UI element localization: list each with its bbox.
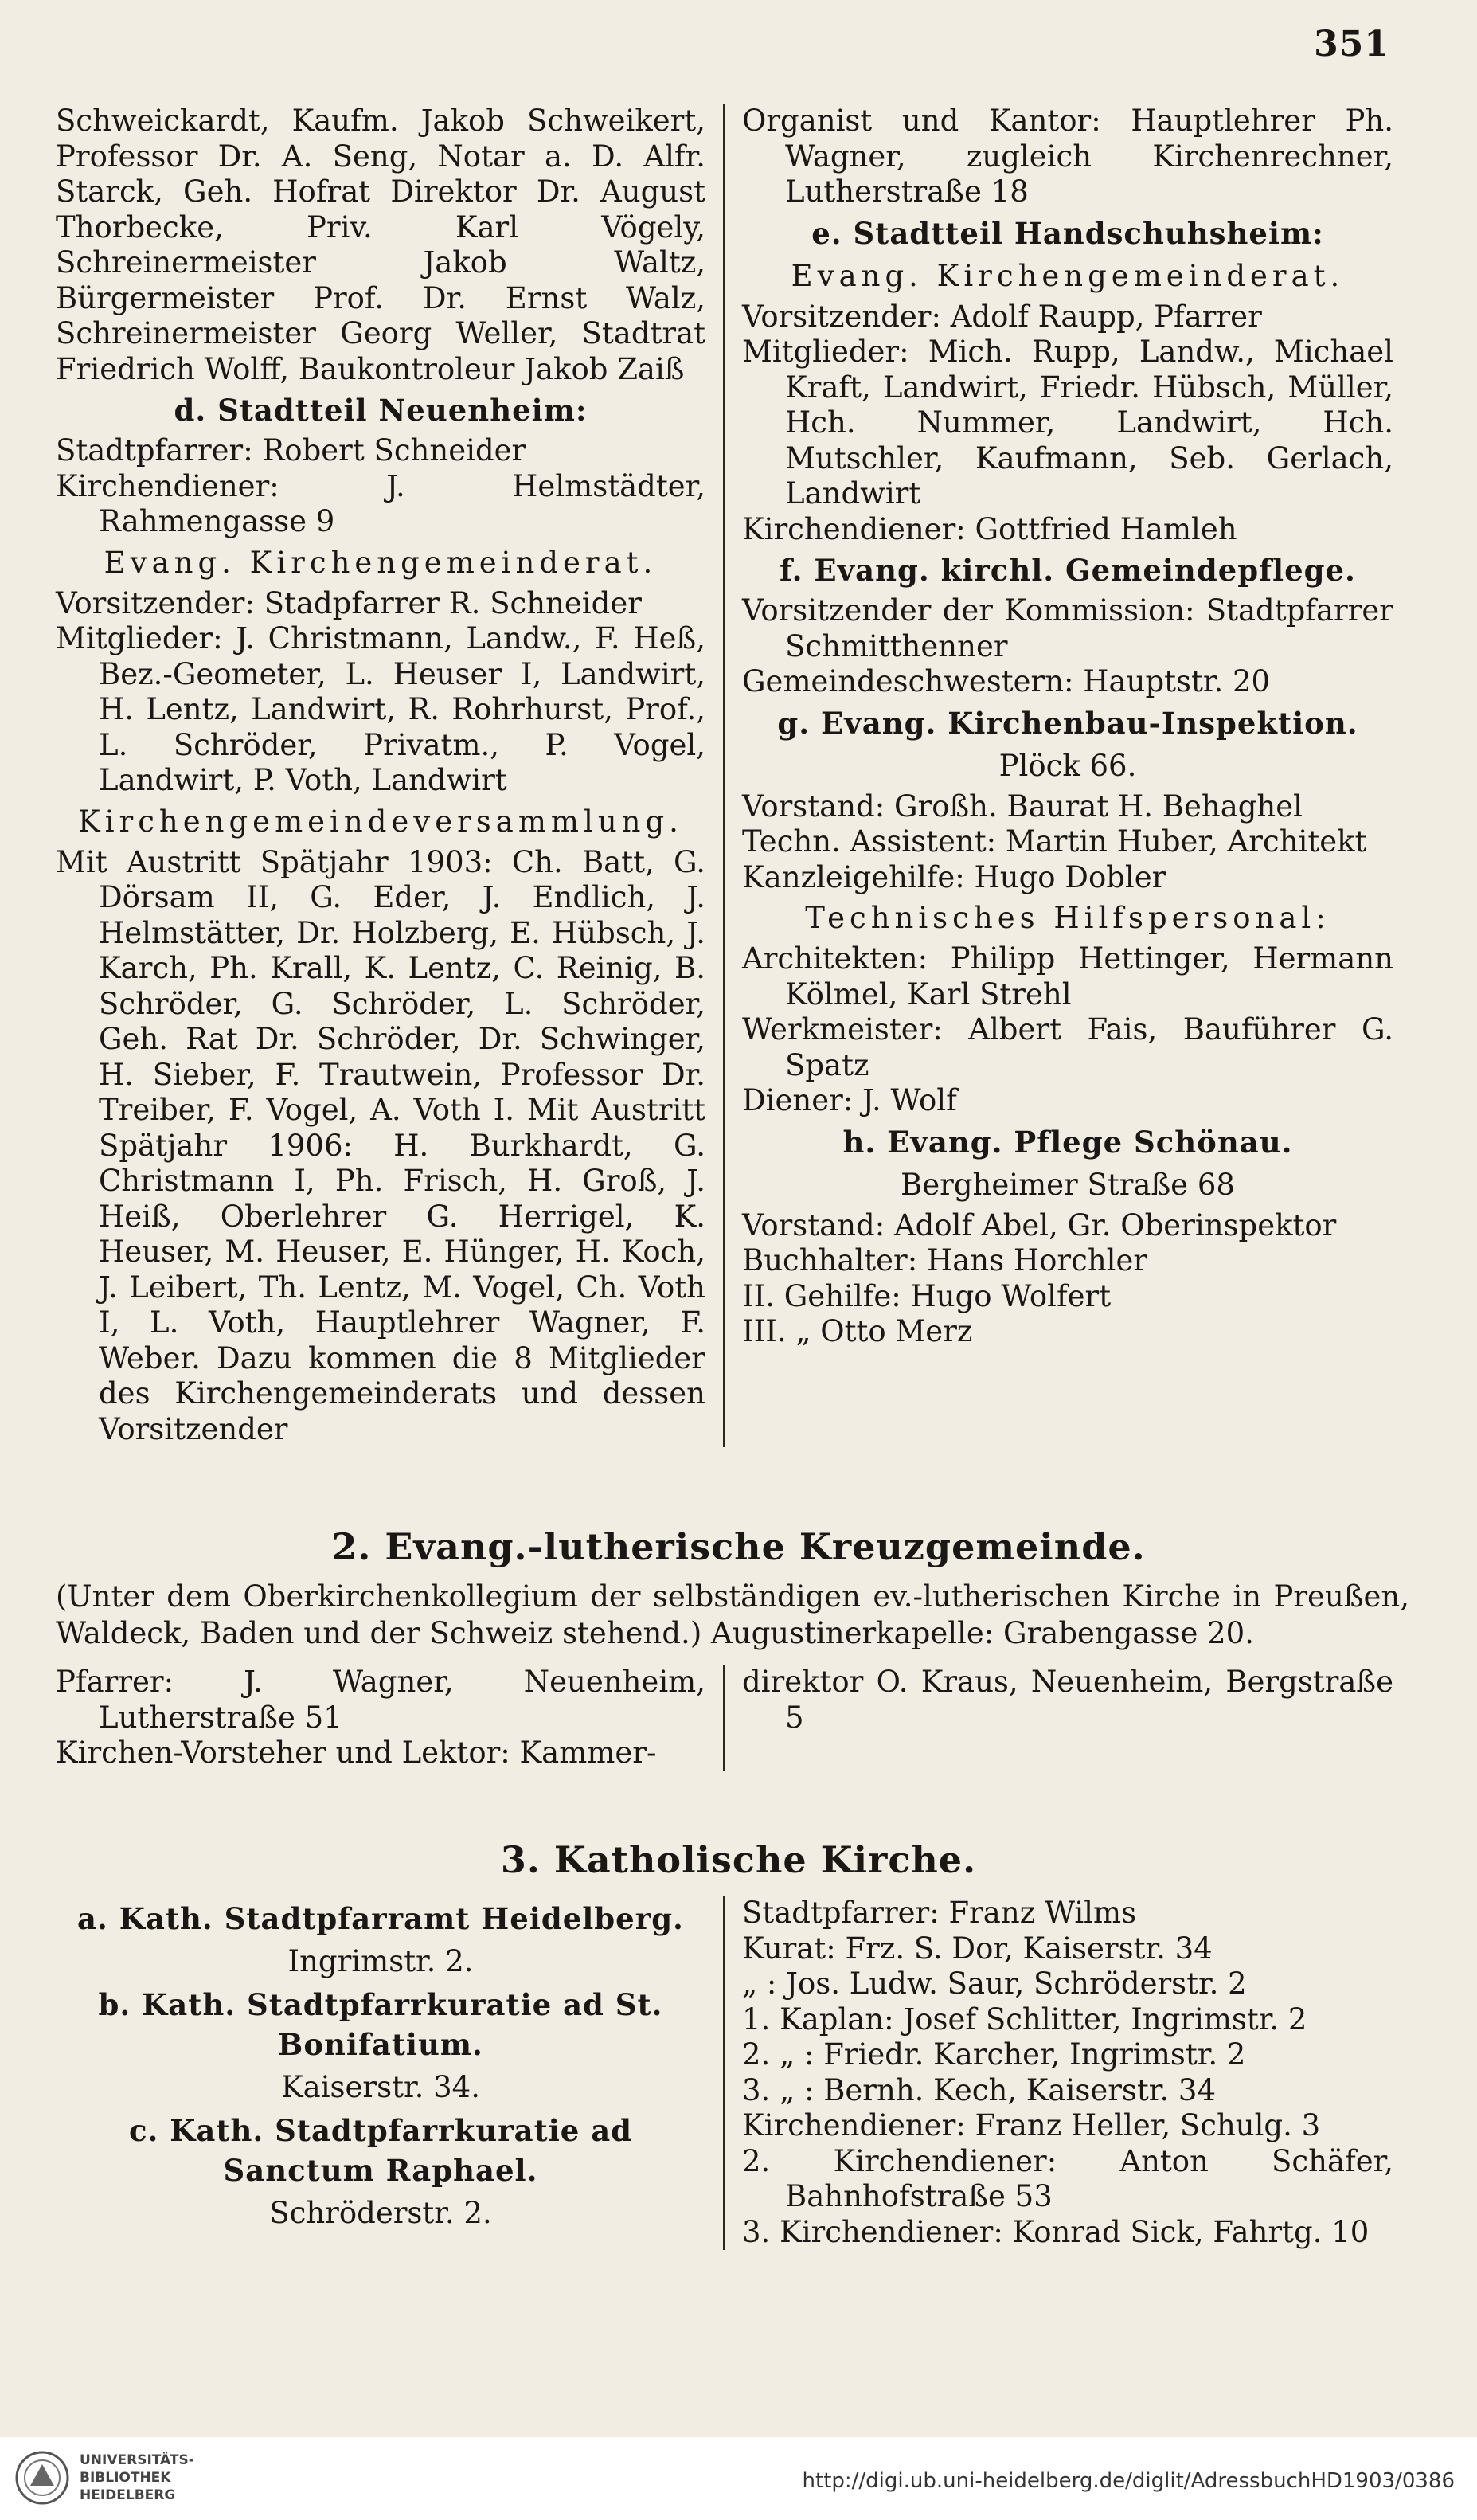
block1-right-column bbox=[725, 104, 1393, 1447]
entry-line: 2. „ : Friedr. Karcher, Ingrimstr. 2 bbox=[742, 2037, 1246, 2072]
entry-paragraph: Mitglieder: J. Christmann, Landw., F. Heß, Bez.-Geometer, L. Heuser I, Landwirt, H. Lentz, Landwirt, R. Rohrhurst, Prof., L. Schröder, Privatm., P. Vogel, Landwirt, P. Voth, Landwirt bbox=[56, 621, 705, 797]
entry-line: Gemeindeschwestern: Hauptstr. 20 bbox=[742, 664, 1271, 698]
entry-line: Kurat: Frz. S. Dor, Kaiserstr. 34 bbox=[742, 1931, 1213, 1966]
subsection-heading: e. Stadtteil Handschuhsheim: bbox=[811, 215, 1324, 251]
entry-paragraph: direktor O. Kraus, Neuenheim, Bergstraße 5 bbox=[742, 1665, 1393, 1735]
source-url-link[interactable]: http://digi.ub.uni-heidelberg.de/diglit/AdressbuchHD1903/0386 bbox=[802, 2469, 1455, 2493]
entry-paragraph: Mit Austritt Spätjahr 1903: Ch. Batt, G. Dörsam II, G. Eder, J. Endlich, J. Helmstätter, Dr. Holzberg, E. Hübsch, J. Karch, Ph. Krall, K. Lentz, C. Reinig, B. Schröder, G. Schröder, L. Schröder, Geh. Rat Dr. Schröder, Dr. Schwinger, H. Sieber, F. Trautwein, Professor Dr. Treiber, F. Vogel, A. Voth I. Mit Austritt Spätjahr 1906: H. Burkhardt, G. Christmann I, Ph. Frisch, H. Groß, J. Heiß, Oberlehrer G. Herrigel, K. Heuser, M. Heuser, E. Hünger, H. Koch, J. Leibert, Th. Lentz, M. Vogel, Ch. Voth I, L. Voth, Hauptlehrer Wagner, F. Weber. Dazu kommen die 8 Mitglieder des Kirchengemeinderats und dessen Vorsitzender bbox=[56, 844, 705, 1446]
page-number: 351 bbox=[1314, 24, 1389, 65]
group-label: Kirchengemeindeversammlung. bbox=[78, 804, 683, 839]
university-library-logo-icon bbox=[14, 2450, 70, 2506]
entry-paragraph: Kirchendiener: J. Helmstädter, Rahmengasse 9 bbox=[56, 468, 705, 538]
block1 bbox=[56, 104, 1393, 1447]
entry-line: Vorstand: Großh. Baurat H. Behaghel bbox=[742, 788, 1303, 824]
group-label: Technisches Hilfspersonal: bbox=[805, 901, 1330, 935]
group-label: Evang. Kirchengemeinderat. bbox=[104, 545, 658, 580]
entry-line: Stadtpfarrer: Robert Schneider bbox=[56, 433, 526, 468]
entry-paragraph: 2. Kirchendiener: Anton Schäfer, Bahnhofstraße 53 bbox=[742, 2143, 1393, 2213]
subsection-heading: f. Evang. kirchl. Gemeindepflege. bbox=[780, 553, 1356, 588]
entry-line: Buchhalter: Hans Horchler bbox=[742, 1243, 1148, 1278]
address-line: Schröderstr. 2. bbox=[269, 2196, 492, 2230]
section2-title: 2. Evang.-lutherische Kreuzgemeinde. bbox=[331, 1525, 1146, 1568]
entry-paragraph: Architekten: Philipp Hettinger, Hermann Kölmel, Karl Strehl bbox=[742, 941, 1393, 1012]
entry-line: Kirchendiener: Franz Heller, Schulg. 3 bbox=[742, 2108, 1321, 2142]
entry-line: Techn. Assistent: Martin Huber, Architekt bbox=[742, 824, 1367, 859]
entry-paragraph: Mitglieder: Mich. Rupp, Landw., Michael Kraft, Landwirt, Friedr. Hübsch, Müller, Hch. Nummer, Landwirt, Hch. Mutschler, Kaufmann, Seb. Gerlach, Landwirt bbox=[742, 335, 1393, 511]
entry-line: Kirchen-Vorsteher und Lektor: Kammer- bbox=[56, 1735, 657, 1770]
address-line: Plöck 66. bbox=[998, 748, 1137, 783]
library-name-line-2: BIBLIOTHEK bbox=[80, 2470, 171, 2486]
entry-paragraph: Vorsitzender der Kommission: Stadtpfarrer Schmitthenner bbox=[742, 593, 1393, 663]
entry-line: 3. Kirchendiener: Konrad Sick, Fahrtg. 10 bbox=[742, 2214, 1370, 2249]
entry-line: Vorstand: Adolf Abel, Gr. Oberinspektor bbox=[742, 1207, 1337, 1242]
section2-note: (Unter dem Oberkirchenkollegium der selbständigen ev.-lutherischen Kirche in Preußen, Waldeck, Baden und der Schweiz stehend.) Augustinerkapelle: Grabengasse 20. bbox=[56, 1579, 1409, 1650]
entry-paragraph: Pfarrer: J. Wagner, Neuenheim, Lutherstraße 51 bbox=[56, 1665, 705, 1735]
entry-line: II. Gehilfe: Hugo Wolfert bbox=[742, 1278, 1112, 1313]
entry-line: Stadtpfarrer: Franz Wilms bbox=[742, 1896, 1137, 1930]
footer-bar bbox=[0, 2437, 1477, 2520]
section3-title: 3. Katholische Kirche. bbox=[500, 1838, 977, 1881]
subsection-heading: b. Kath. Stadtpfarrkuratie ad St. Bonifatium. bbox=[98, 1987, 663, 2062]
section2-columns bbox=[56, 1665, 1393, 1771]
section3-right-column bbox=[725, 1896, 1393, 2250]
subsection-heading: c. Kath. Stadtpfarrkuratie ad Sanctum Raphael. bbox=[128, 2113, 633, 2188]
entry-line: Kirchendiener: Gottfried Hamleh bbox=[742, 511, 1237, 546]
library-name-line-3: HEIDELBERG bbox=[80, 2487, 176, 2503]
subsection-heading: h. Evang. Pflege Schönau. bbox=[842, 1124, 1293, 1160]
subsection-heading: d. Stadtteil Neuenheim: bbox=[174, 393, 588, 428]
subsection-heading: a. Kath. Stadtpfarramt Heidelberg. bbox=[77, 1901, 684, 1936]
library-name bbox=[80, 2452, 194, 2504]
entry-line: Vorsitzender: Adolf Raupp, Pfarrer bbox=[742, 299, 1262, 334]
entry-line: Schweickardt, Kaufm. Jakob Schweikert, Professor Dr. A. Seng, Notar a. D. Alfr. Starck, Geh. Hofrat Direktor Dr. August Thorbecke, Priv. Karl Vögely, Schreinermeister Jakob Waltz, Bürgermeister Prof. Dr. Ernst Walz, Schreinermeister Georg Weller, Stadtrat Friedrich Wolff, Baukontroleur Jakob Zaiß bbox=[56, 104, 705, 386]
library-name-line-1: UNIVERSITÄTS- bbox=[80, 2452, 194, 2468]
block1-left-column bbox=[56, 104, 725, 1447]
entry-line: Vorsitzender: Stadpfarrer R. Schneider bbox=[56, 585, 642, 620]
entry-line: Kanzleigehilfe: Hugo Dobler bbox=[742, 859, 1166, 894]
group-label: Evang. Kirchengemeinderat. bbox=[791, 258, 1345, 293]
subsection-heading: g. Evang. Kirchenbau-Inspektion. bbox=[777, 705, 1358, 741]
section2-left-column bbox=[56, 1665, 725, 1771]
section3-columns bbox=[56, 1896, 1393, 2250]
entry-line: „ : Jos. Ludw. Saur, Schröderstr. 2 bbox=[742, 1966, 1247, 2001]
address-line: Ingrimstr. 2. bbox=[287, 1944, 474, 1978]
address-line: Kaiserstr. 34. bbox=[281, 2070, 480, 2104]
entry-line: 3. „ : Bernh. Kech, Kaiserstr. 34 bbox=[742, 2072, 1216, 2107]
entry-line: 1. Kaplan: Josef Schlitter, Ingrimstr. 2 bbox=[742, 2002, 1307, 2037]
section2-right-column bbox=[725, 1665, 1393, 1771]
entry-line: III. „ Otto Merz bbox=[742, 1314, 973, 1348]
entry-paragraph: Organist und Kantor: Hauptlehrer Ph. Wagner, zugleich Kirchenrechner, Lutherstraße 18 bbox=[742, 104, 1393, 209]
address-line: Bergheimer Straße 68 bbox=[901, 1167, 1235, 1202]
section3-left-column bbox=[56, 1896, 725, 2250]
entry-line: Diener: J. Wolf bbox=[742, 1083, 957, 1117]
entry-paragraph: Werkmeister: Albert Fais, Bauführer G. Spatz bbox=[742, 1012, 1393, 1082]
